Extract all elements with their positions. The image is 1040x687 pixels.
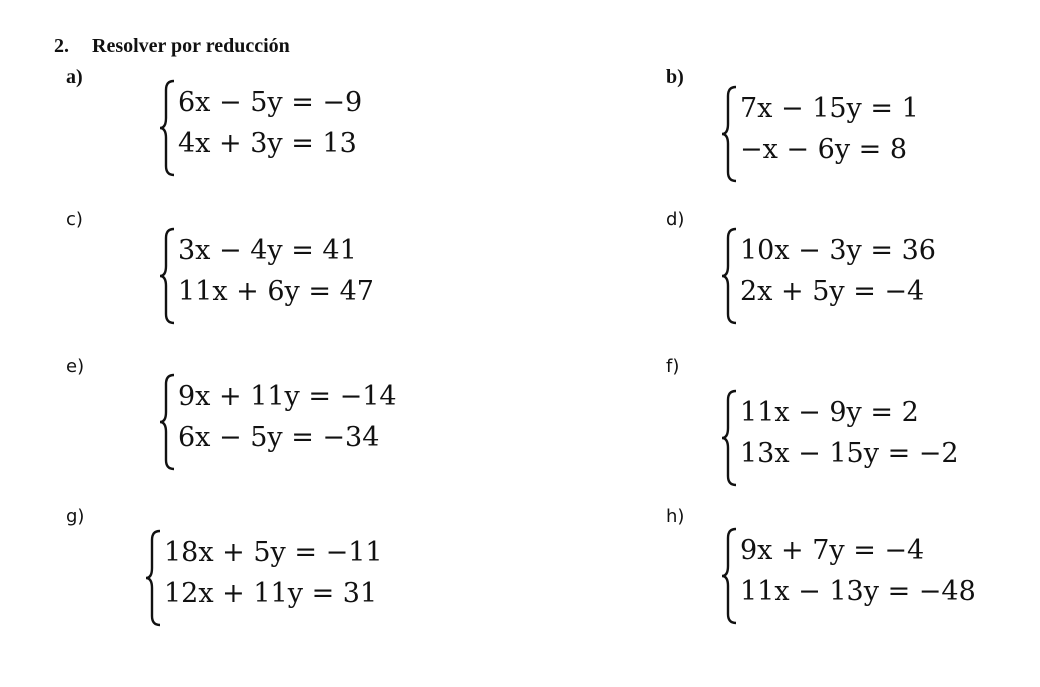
equation-line-1: 11x − 9y = 2 bbox=[740, 397, 919, 428]
system-label-e: e) bbox=[66, 356, 85, 377]
left-brace-icon bbox=[158, 78, 176, 178]
exercise-heading bbox=[54, 34, 290, 58]
equation-line-2: 2x + 5y = −4 bbox=[740, 276, 925, 307]
system-label-g: g) bbox=[66, 506, 85, 527]
equation-line-2: 12x + 11y = 31 bbox=[164, 578, 378, 609]
equation-line-2: 13x − 15y = −2 bbox=[740, 438, 959, 469]
system-label-h: h) bbox=[666, 506, 685, 527]
equation-line-1: 10x − 3y = 36 bbox=[740, 235, 936, 266]
equation-line-2: 6x − 5y = −34 bbox=[178, 422, 380, 453]
system-label-f: f) bbox=[666, 356, 680, 377]
left-brace-icon bbox=[720, 526, 738, 626]
equation-line-1: 18x + 5y = −11 bbox=[164, 537, 383, 568]
equation-line-1: 9x + 7y = −4 bbox=[740, 535, 925, 566]
equation-line-1: 6x − 5y = −9 bbox=[178, 87, 363, 118]
equation-line-2: −x − 6y = 8 bbox=[740, 134, 908, 165]
equation-line-2: 11x − 13y = −48 bbox=[740, 576, 976, 607]
left-brace-icon bbox=[144, 528, 162, 628]
equation-line-2: 11x + 6y = 47 bbox=[178, 276, 374, 307]
left-brace-icon bbox=[158, 226, 176, 326]
left-brace-icon bbox=[158, 372, 176, 472]
system-label-b: b) bbox=[666, 66, 684, 88]
left-brace-icon bbox=[720, 388, 738, 488]
exercise-number: 2. bbox=[54, 35, 69, 57]
exercise-title: Resolver por reducción bbox=[92, 35, 290, 57]
system-label-c: c) bbox=[66, 209, 83, 230]
equation-line-1: 9x + 11y = −14 bbox=[178, 381, 397, 412]
left-brace-icon bbox=[720, 84, 738, 184]
equation-line-1: 7x − 15y = 1 bbox=[740, 93, 919, 124]
left-brace-icon bbox=[720, 226, 738, 326]
equation-line-1: 3x − 4y = 41 bbox=[178, 235, 357, 266]
equation-line-2: 4x + 3y = 13 bbox=[178, 128, 357, 159]
system-label-d: d) bbox=[666, 209, 685, 230]
system-label-a: a) bbox=[66, 66, 83, 88]
